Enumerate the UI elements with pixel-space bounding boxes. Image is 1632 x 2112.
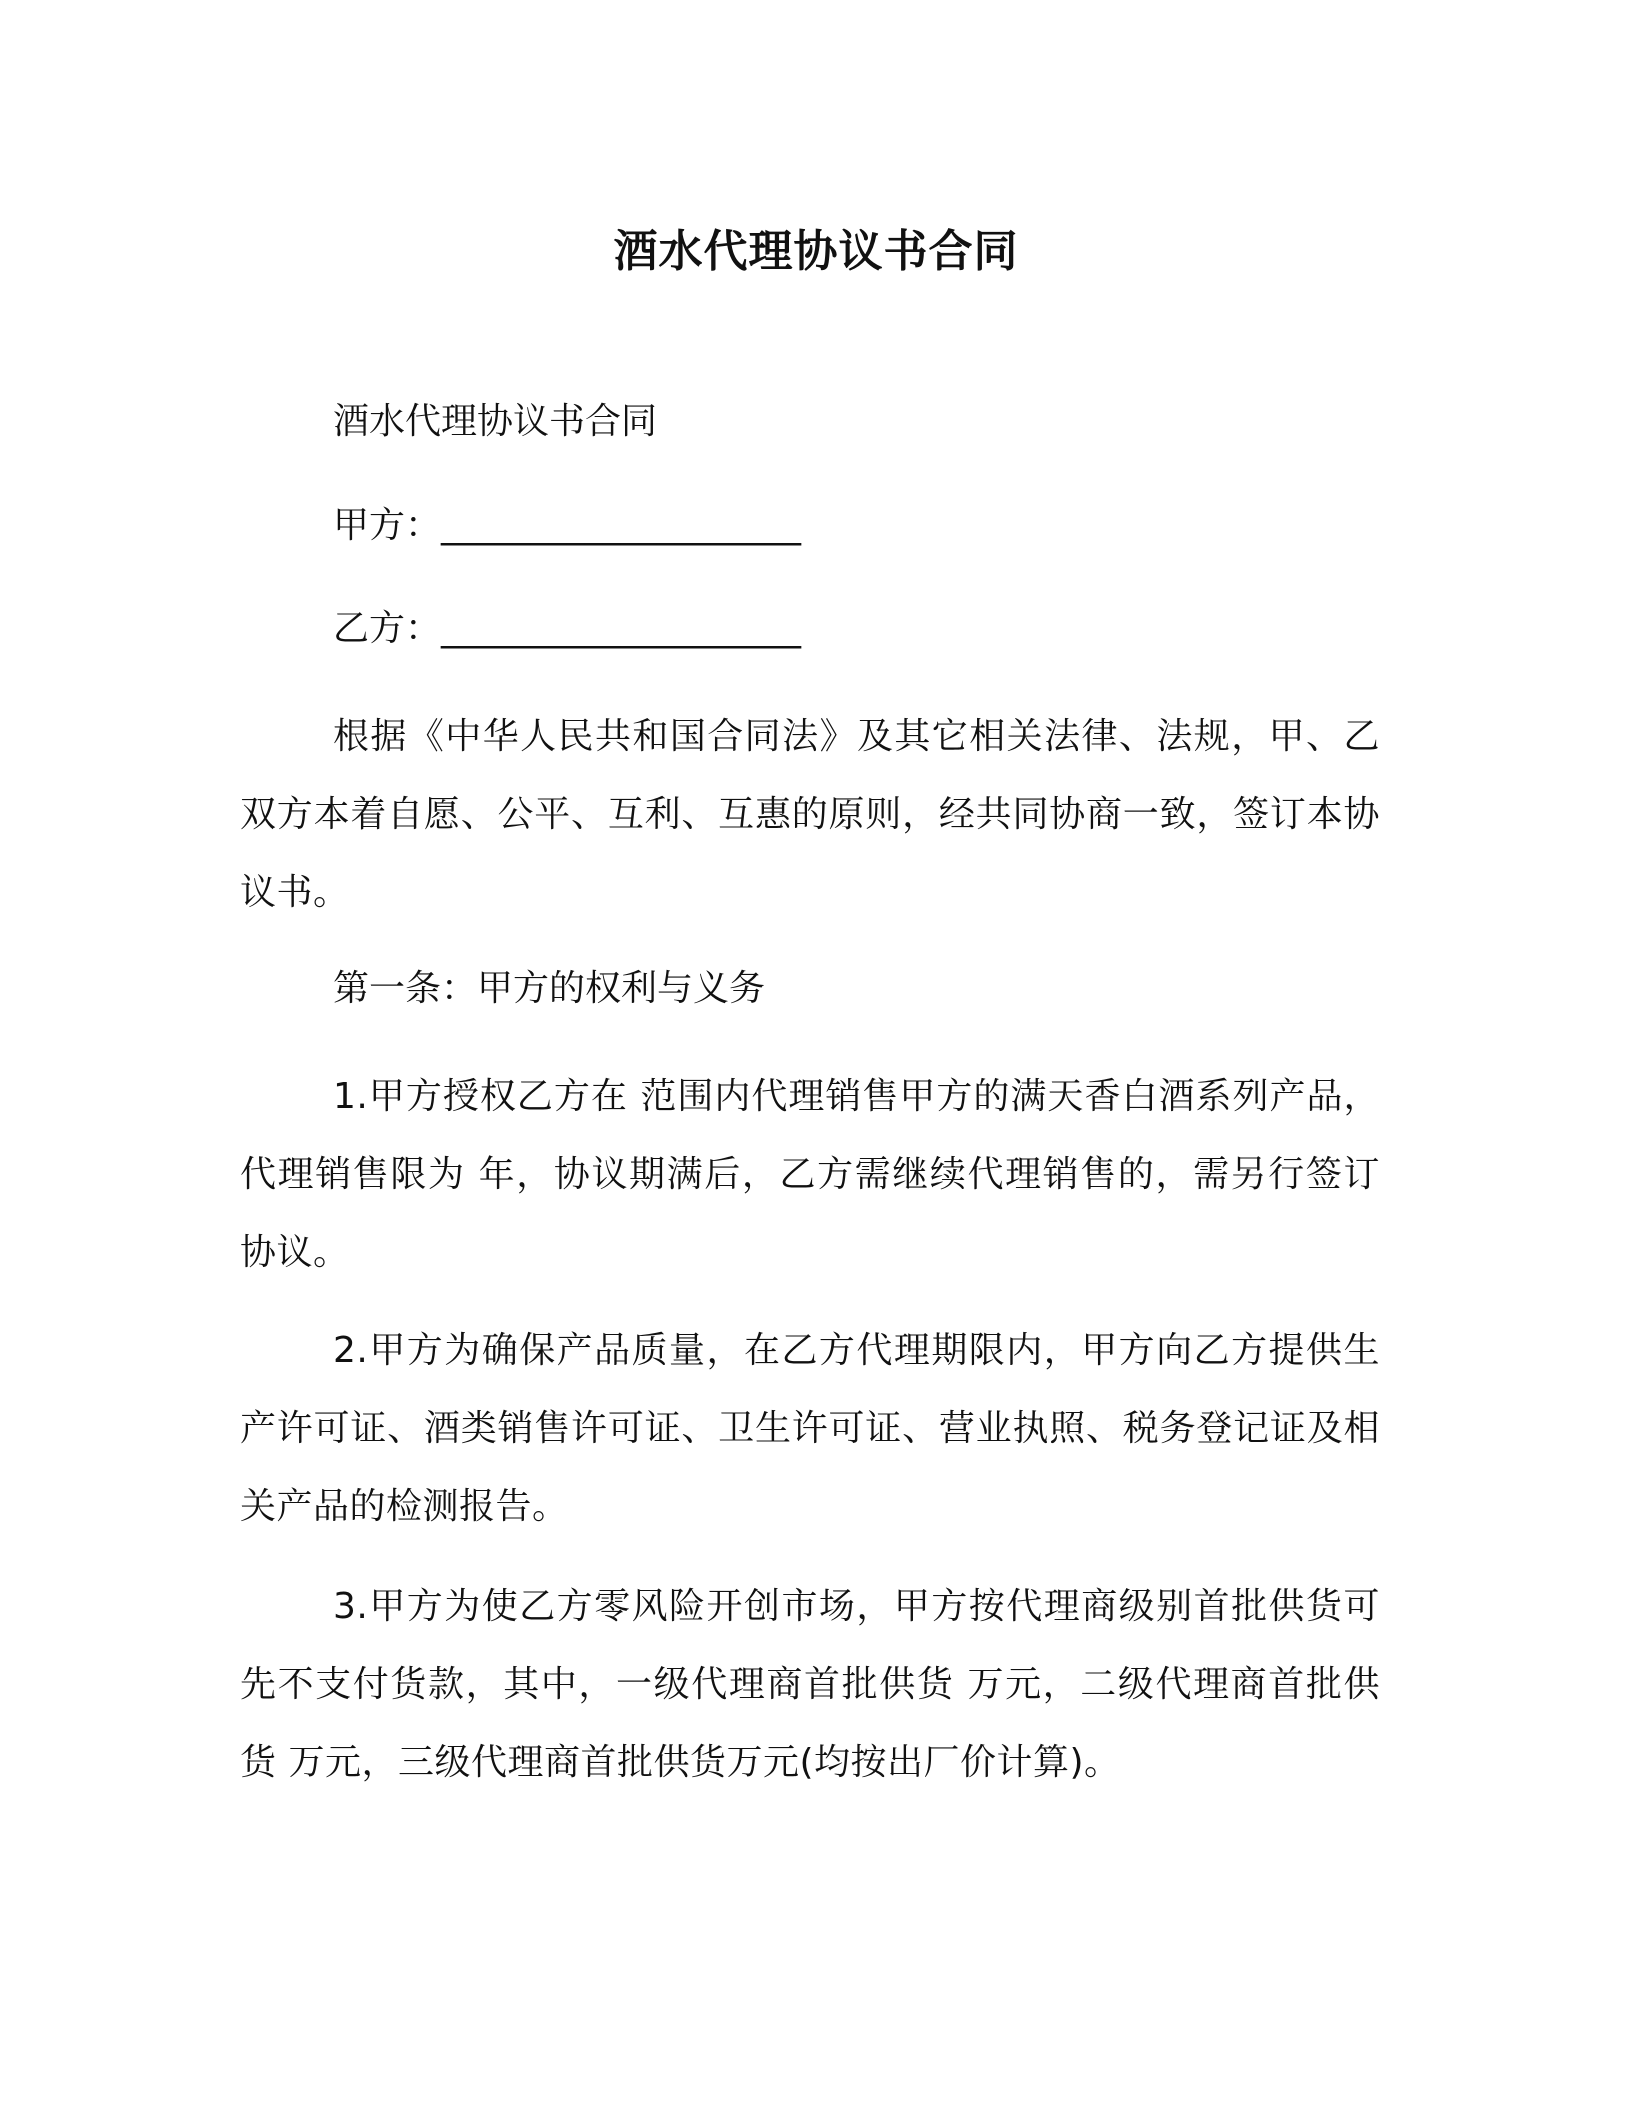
document-subtitle: 酒水代理协议书合同 xyxy=(333,401,658,442)
document-title: 酒水代理协议书合同 xyxy=(613,226,1019,277)
clause-2-paragraph: 2.甲方为确保产品质量，在乙方代理期限内，甲方向乙方提供生产许可证、酒类销售许可证、卫生许可证、营业执照、税务登记证及相关产品的检测报告。 xyxy=(240,1330,1380,1527)
article-1-heading: 第一条：甲方的权利与义务 xyxy=(333,968,766,1009)
clause-3-paragraph: 3.甲方为使乙方零风险开创市场，甲方按代理商级别首批供货可先不支付货款，其中，一级代理商首批供货 万元，二级代理商首批供货 万元，三级代理商首批供货万元(均按出厂价计算)。 xyxy=(240,1586,1380,1783)
clause-1-paragraph: 1.甲方授权乙方在 范围内代理销售甲方的满天香白酒系列产品，代理销售限为 年，协议期满后，乙方需继续代理销售的，需另行签订协议。 xyxy=(240,1076,1380,1273)
intro-paragraph: 根据《中华人民共和国合同法》及其它相关法律、法规，甲、乙双方本着自愿、公平、互利、互惠的原则，经共同协商一致，签订本协议书。 xyxy=(240,716,1380,913)
party-b-line: 乙方：____________________ xyxy=(333,608,802,649)
party-a-line: 甲方：____________________ xyxy=(333,505,802,546)
